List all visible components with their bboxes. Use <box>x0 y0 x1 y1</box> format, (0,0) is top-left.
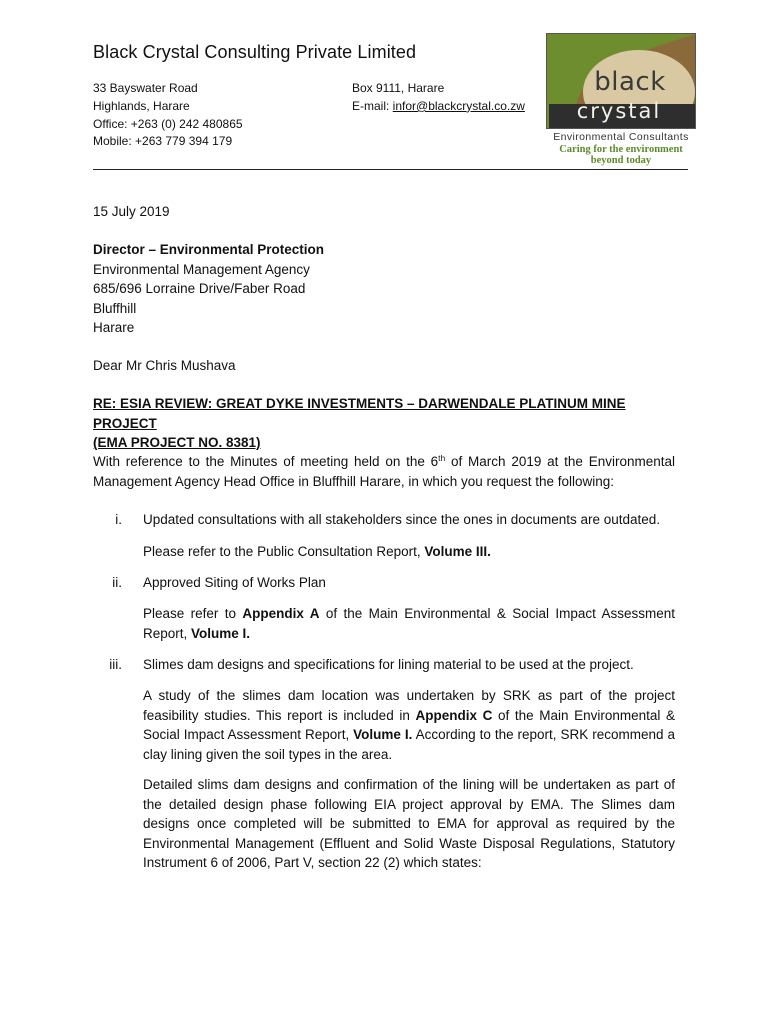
item-heading: Approved Siting of Works Plan <box>143 575 326 590</box>
intro-text-rest: of March 2019 at the Environmental Management Agency Head Office in Bluffhill Harare, in which you request the following: <box>93 454 676 489</box>
subject-line-2: (EMA PROJECT NO. 8381) <box>93 435 261 450</box>
recipient-suburb: Bluffhill <box>93 300 137 316</box>
item-response <box>143 686 675 764</box>
header-divider <box>93 169 688 170</box>
response-text: A study of the slimes dam location was undertaken by SRK as part of the project feasibility studies. This report is included in <box>143 688 675 723</box>
salutation: Dear Mr Chris Mushava <box>93 358 236 373</box>
address-street: 33 Bayswater Road <box>93 81 198 95</box>
letter-date: 15 July 2019 <box>93 204 170 219</box>
item-response <box>143 542 675 562</box>
email-link[interactable]: infor@blackcrystal.co.zw <box>392 98 525 113</box>
item-numeral: i. <box>115 512 122 527</box>
logo-word-crystal: crystal <box>576 99 662 123</box>
item-response-detail: Detailed slims dam designs and confirmation of the lining will be undertaken as part of the detailed design phase following EIA project approval by EMA. The Slimes dam designs once completed will be submitted to EMA for approval as required by the Environmental Management (Effluent and Solid Waste Disposal Regulations, Statutory Instrument 6 of 2006, Part V, section 22 (2) which states: <box>143 777 675 870</box>
response-text: Please refer to the Public Consultation Report, <box>143 544 425 559</box>
address-suburb: Highlands, Harare <box>93 98 190 113</box>
logo-word-black: black <box>594 67 666 97</box>
response-text: of the Main Environmental & Social Impact Assessment Report, <box>143 606 675 641</box>
intro-text: With reference to the Minutes of meeting held on the 6 <box>93 454 439 469</box>
mobile-phone: Mobile: +263 779 394 179 <box>93 134 233 149</box>
logo-tagline-motto: Caring for the environment beyond today <box>559 144 683 166</box>
recipient-title: Director – Environmental Protection <box>93 242 325 257</box>
subject-line-1: RE: ESIA REVIEW: GREAT DYKE INVESTMENTS – DARWENDALE PLATINUM MINE PROJECT <box>93 396 626 431</box>
po-box: Box 9111, Harare <box>352 81 445 95</box>
company-name: Black Crystal Consulting Private Limited <box>93 42 417 62</box>
office-phone: Office: +263 (0) 242 480865 <box>93 116 243 131</box>
recipient-city: Harare <box>93 320 135 335</box>
logo-tagline-consultants: Environmental Consultants <box>553 131 689 143</box>
response-text: of the Main Environmental & Social Impact Assessment Report, <box>143 707 675 742</box>
email-label: E-mail: <box>352 98 393 113</box>
subject-heading <box>93 394 683 453</box>
item-heading: Slimes dam designs and specifications for lining material to be used at the project. <box>143 657 634 672</box>
response-appendix-ref: Appendix C <box>415 707 493 723</box>
recipient-block <box>93 240 324 338</box>
response-volume-ref: Volume I. <box>191 625 251 641</box>
item-heading: Updated consultations with all stakeholders since the ones in documents are outdated. <box>143 512 661 527</box>
intro-paragraph <box>93 452 675 491</box>
company-logo <box>544 31 698 166</box>
item-response <box>143 604 675 643</box>
recipient-street: 685/696 Lorraine Drive/Faber Road <box>93 281 306 296</box>
email-line <box>352 98 525 116</box>
company-address <box>93 80 243 151</box>
company-postal <box>352 80 525 116</box>
response-volume-ref: Volume III. <box>424 544 491 559</box>
intro-ordinal: th <box>438 453 446 463</box>
response-volume-ref: Volume I. <box>353 727 413 742</box>
item-numeral: iii. <box>109 657 122 672</box>
response-appendix-ref: Appendix A <box>242 606 320 621</box>
recipient-org: Environmental Management Agency <box>93 261 310 277</box>
item-numeral: ii. <box>112 575 122 590</box>
response-text: According to the report, SRK recommend a clay lining given the soil types in the area. <box>143 727 675 762</box>
response-text: Please refer to <box>143 606 243 621</box>
